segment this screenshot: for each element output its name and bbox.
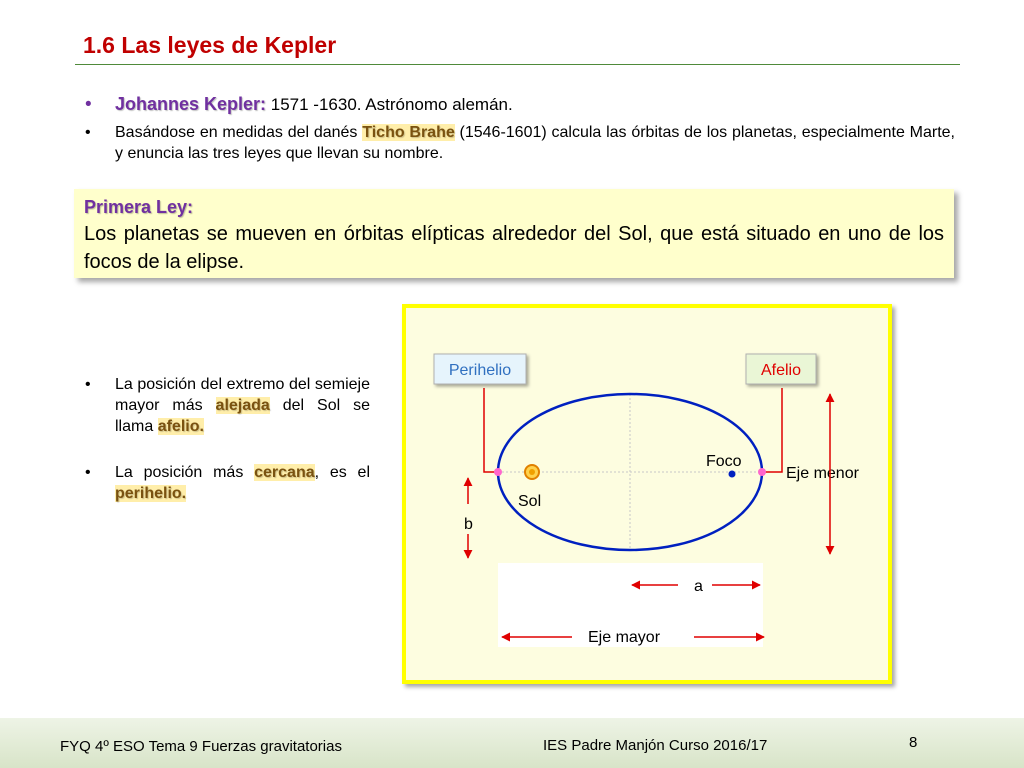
title-divider	[75, 64, 960, 65]
afelio-label: Afelio	[760, 362, 802, 379]
apsis-bullets	[85, 374, 370, 529]
kepler-bullet	[85, 94, 955, 115]
aphelion-highlight: alejada	[215, 397, 270, 414]
bullet-dot-icon: •	[85, 124, 91, 141]
brahe-text-post: (1546-1601) calcula las órbitas de los planetas, especialmente Marte, y enuncia las tres leyes que llevan su nombre.	[115, 124, 955, 162]
brahe-bullet	[85, 122, 955, 164]
eje-menor-label: Eje menor	[786, 465, 859, 482]
first-law-text	[84, 220, 944, 276]
first-law-box	[74, 189, 954, 278]
a-label: a	[694, 578, 703, 595]
eje-mayor-label: Eje mayor	[588, 629, 661, 646]
footer-course: FYQ 4º ESO Tema 9 Fuerzas gravitatorias	[60, 738, 342, 755]
law-text-mid: alrededor del Sol, que	[484, 223, 701, 245]
kepler-name: Johannes Kepler:	[115, 94, 267, 114]
orbit-diagram-svg	[406, 308, 888, 680]
afelio-callout-line	[762, 388, 782, 472]
sol-label: Sol	[518, 493, 542, 510]
law-text-esta: está	[700, 223, 739, 245]
perihelion-highlight: cercana	[254, 464, 315, 481]
perihelion-text-mid: , es el	[314, 464, 371, 481]
orbit-diagram	[402, 304, 892, 684]
footer-school: IES Padre Manjón Curso 2016/17	[543, 737, 768, 754]
focus-point	[729, 471, 736, 478]
page-number: 8	[909, 734, 918, 751]
perihelion-term: perihelio.	[115, 485, 187, 502]
sun-core	[529, 469, 535, 475]
law-text-pre: Los planetas se mueven en	[84, 223, 344, 245]
slide-title: 1.6 Las leyes de Kepler	[83, 32, 337, 58]
law-text-elliptical: órbitas elípticas	[343, 223, 485, 245]
bullet-dot-icon: •	[85, 94, 92, 115]
aphelion-point	[758, 468, 766, 476]
aphelion-term: afelio.	[157, 418, 204, 435]
aphelion-bullet	[85, 374, 370, 437]
brahe-text-pre: Basándose en medidas del danés	[115, 124, 363, 141]
aphelion-text-pre: La posición del extremo del semieje mayor más	[115, 376, 370, 414]
first-law-title: Primera Ley:	[84, 197, 194, 217]
bullet-dot-icon: •	[85, 376, 91, 393]
bullet-dot-icon: •	[85, 464, 91, 481]
kepler-description: 1571 -1630. Astrónomo alemán.	[266, 95, 513, 114]
perihelion-point	[494, 468, 502, 476]
perihelion-bullet	[85, 462, 370, 504]
perihelion-text-pre: La posición más	[115, 464, 255, 481]
b-label: b	[464, 516, 473, 533]
foco-label: Foco	[706, 453, 742, 470]
aphelion-text-mid: del Sol se llama	[115, 397, 370, 435]
perihelio-label: Perihelio	[448, 362, 512, 379]
brahe-name: Ticho Brahe	[362, 124, 455, 141]
law-text-post: situado en uno de los focos de la elipse.	[84, 223, 945, 273]
perihelio-callout-line	[484, 388, 498, 472]
intro-bullets	[85, 94, 955, 164]
